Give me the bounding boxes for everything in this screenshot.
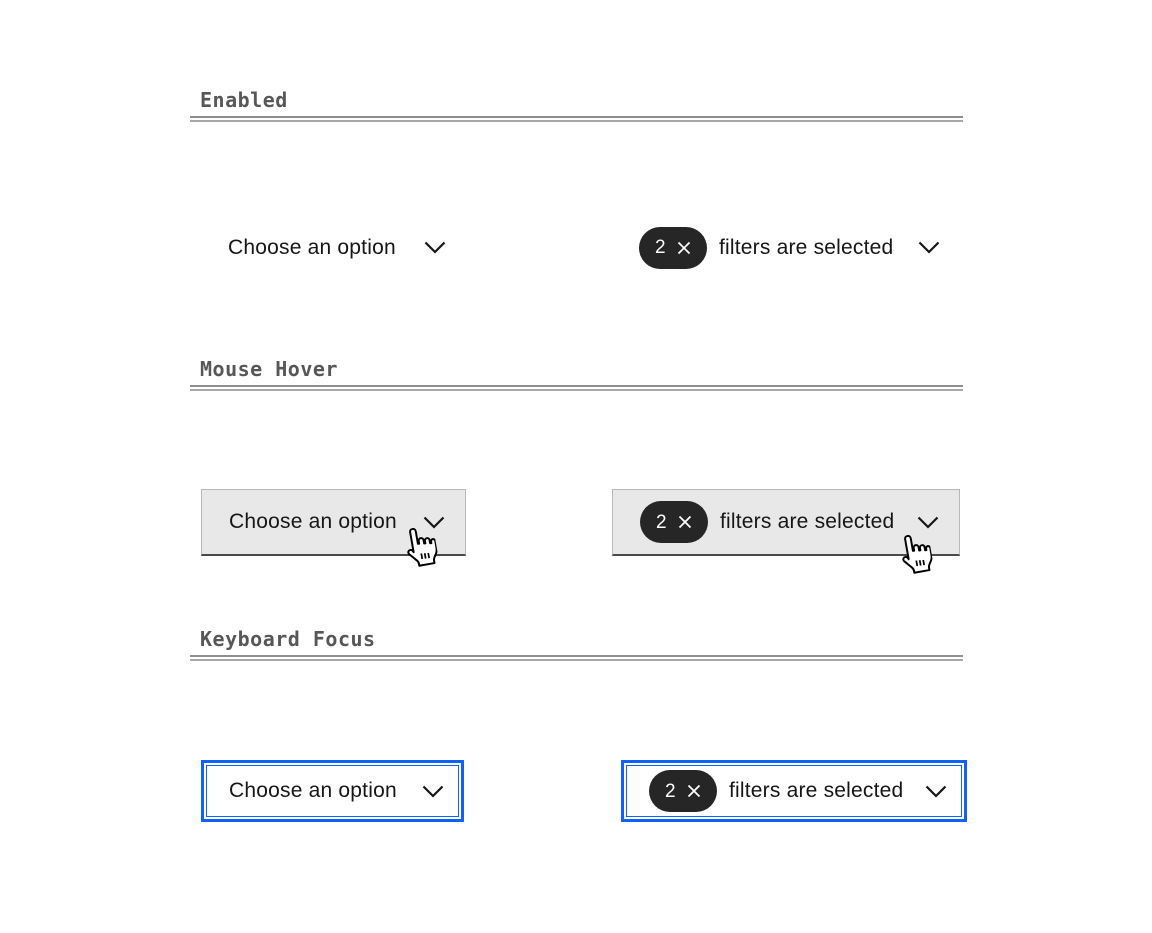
section-divider bbox=[190, 385, 963, 391]
heading-mouse-hover: Mouse Hover bbox=[200, 357, 338, 381]
tag-count: 2 bbox=[665, 780, 676, 802]
multiselect-field-hover[interactable] bbox=[612, 489, 960, 556]
section-divider bbox=[190, 116, 963, 122]
filter-tag bbox=[649, 770, 717, 812]
tag-clear-button[interactable] bbox=[684, 781, 704, 801]
multiselect-label: filters are selected bbox=[729, 779, 904, 802]
dropdown-label: Choose an option bbox=[229, 779, 397, 802]
tag-clear-button[interactable] bbox=[674, 238, 694, 258]
multiselect-field-enabled[interactable] bbox=[612, 214, 960, 281]
close-icon bbox=[684, 781, 704, 801]
chevron-down-icon bbox=[423, 516, 445, 529]
tag-count: 2 bbox=[655, 237, 666, 258]
filter-tag bbox=[639, 227, 707, 269]
chevron-down-icon bbox=[917, 516, 939, 529]
chevron-down-icon bbox=[918, 241, 940, 254]
heading-keyboard-focus: Keyboard Focus bbox=[200, 627, 376, 651]
dropdown-field-hover[interactable] bbox=[201, 489, 466, 556]
dropdown-field-focus[interactable] bbox=[201, 760, 464, 822]
dropdown-field-enabled[interactable] bbox=[201, 214, 466, 281]
multiselect-field-focus[interactable] bbox=[621, 760, 967, 822]
filter-tag bbox=[640, 501, 708, 543]
multiselect-label: filters are selected bbox=[719, 235, 894, 259]
tag-clear-button[interactable] bbox=[675, 512, 695, 532]
chevron-down-icon bbox=[422, 785, 444, 798]
close-icon bbox=[675, 512, 695, 532]
dropdown-label: Choose an option bbox=[229, 510, 397, 533]
multiselect-label: filters are selected bbox=[720, 510, 895, 533]
tag-count: 2 bbox=[656, 511, 667, 533]
close-icon bbox=[674, 238, 694, 258]
section-divider bbox=[190, 655, 963, 661]
dropdown-label: Choose an option bbox=[228, 235, 396, 259]
chevron-down-icon bbox=[925, 785, 947, 798]
heading-enabled: Enabled bbox=[200, 88, 288, 112]
chevron-down-icon bbox=[424, 241, 446, 254]
